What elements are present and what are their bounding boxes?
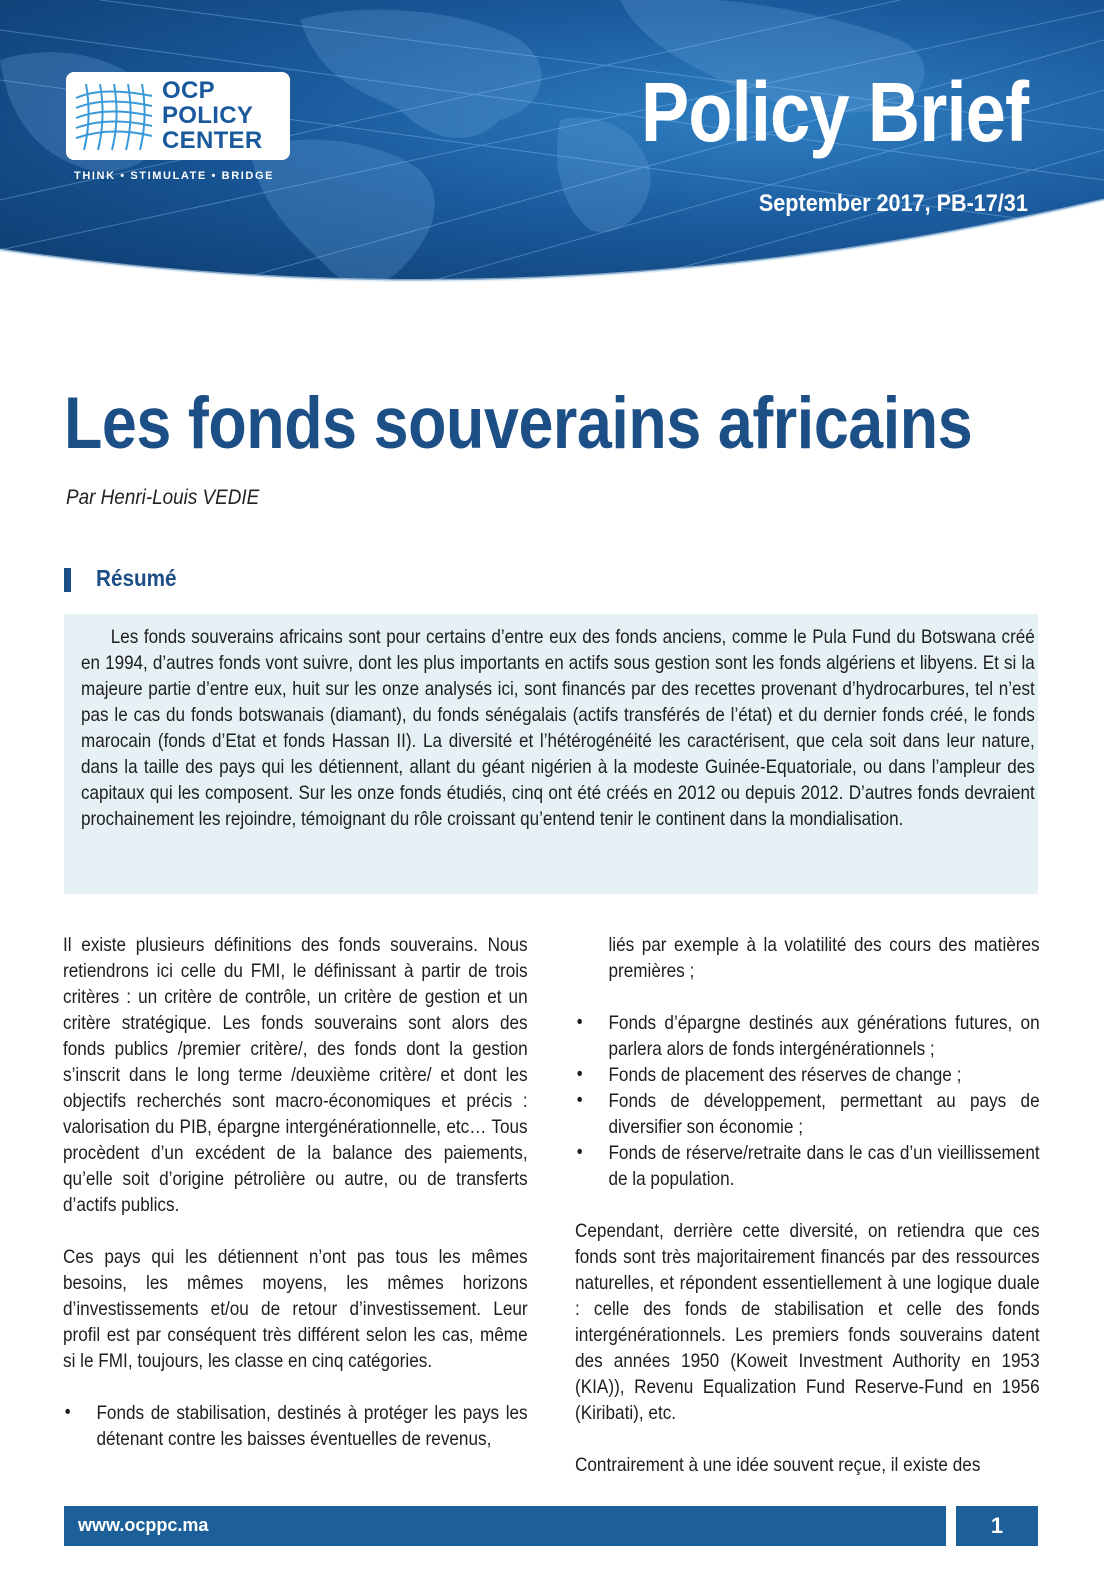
summary-heading: Résumé	[96, 565, 177, 591]
document-title: Les fonds souverains africains	[64, 383, 973, 464]
footer-website-link[interactable]: www.ocppc.ma	[78, 1515, 209, 1535]
bullet-icon: •	[576, 1090, 583, 1111]
left-paragraph-1: Il existe plusieurs définitions des fonds souverains. Nous retiendrons ici celle du FMI, le définissant à partir de trois critères : un critère de contrôle, un critère de gestion et un critère stratégique. Les fonds souverains sont alors des fonds publics /premier critère/, des fonds dont la gestion s’inscrit dans le long terme /deuxième critère/ et dont les objectifs recherchés sont macro-économiques et précis : valorisation du PIB, épargne intergénérationnelle, etc… Tous procèdent d’un excédent de la balance des paiements, qu’elle soit d’origine pétrolière ou autre, ou de transferts d’actifs publics.	[63, 934, 528, 1216]
brief-date-reference: September 2017, PB-17/31	[759, 190, 1028, 217]
list-item-text: Fonds de placement des réserves de change ;	[608, 1064, 962, 1086]
ocp-logo-mark-icon	[72, 78, 158, 154]
list-item-text: Fonds d’épargne destinés aux générations futures, on parlera alors de fonds intergénérationnels ;	[608, 1012, 1040, 1060]
ocp-logo-text	[162, 78, 286, 153]
right-paragraph-1: Cependant, derrière cette diversité, on retiendra que ces fonds sont très majoritairement financés par des ressources naturelles, et répondent essentiellement à une logique duale : celle des fonds de stabilisation et celle des fonds intergénérationnels. Les premiers fonds souverains datent des années 1950 (Koweit Investment Authority en 1953 (KIA)), Revenu Equalization Fund Reserve-Fund en 1956 (Kiribati), etc.	[575, 1220, 1040, 1424]
summary-text: Les fonds souverains africains sont pour certains d’entre eux des fonds anciens, comme le Pula Fund du Botswana créé en 1994, d’autres fonds vont suivre, dont les plus importants en actifs sous gestion sont les fonds algériens et libyens. Et si la majeure partie d’entre eux, huit sur les onze analysés ici, sont financés par des recettes provenant d’hydrocarbures, tel n’est pas le cas du fonds botswanais (diamant), du fonds sénégalais (actifs transférés de l’état) et du dernier fonds créé, le fonds marocain (fonds d’Etat et fonds Hassan II). La diversité et l’hétérogénéité les caractérisent, que cela soit dans leur nature, dans la taille des pays qui les détiennent, allant du géant nigérien à la modeste Guinée-Equatoriale, ou dans l’ampleur des capitaux qui les composent. Sur les onze fonds étudiés, cinq ont été créés en 2012 ou depuis 2012. D’autres fonds devraient prochainement les rejoindre, témoignant du rôle croissant qu’entend tenir le continent dans la mondialisation.	[81, 626, 1035, 830]
bullet-icon: •	[576, 1012, 583, 1033]
logo-tagline: THINK • STIMULATE • BRIDGE	[74, 170, 275, 182]
list-item	[575, 1062, 1040, 1088]
list-item-text: Fonds de développement, permettant au pays de diversifier son économie ;	[608, 1090, 1040, 1138]
list-item	[575, 1010, 1040, 1062]
left-column	[63, 932, 528, 1478]
bullet-icon: •	[576, 1142, 583, 1163]
list-item-continuation: liés par exemple à la volatilité des cours des matières premières ;	[608, 934, 1040, 982]
right-column	[575, 932, 1040, 1504]
logo-line-2: POLICY	[162, 102, 254, 129]
author-byline: Par Henri-Louis VEDIE	[66, 486, 260, 509]
list-item-text: Fonds de stabilisation, destinés à protéger les pays les détenant contre les baisses éventuelles de revenus,	[96, 1402, 528, 1450]
summary-heading-marker	[64, 568, 71, 592]
bullet-icon: •	[576, 1064, 583, 1085]
list-item	[575, 1140, 1040, 1192]
list-item	[63, 1400, 528, 1452]
list-item-text: Fonds de réserve/retraite dans le cas d’un vieillissement de la population.	[608, 1142, 1040, 1190]
left-paragraph-2: Ces pays qui les détiennent n’ont pas tous les mêmes besoins, les mêmes moyens, les mêmes horizons d’investissements et/ou de retour d’investissement. Leur profil est par conséquent très différent selon les cas, même si le FMI, toujours, les classe en cinq catégories.	[63, 1246, 528, 1372]
policy-brief-title: Policy Brief	[640, 65, 1028, 159]
right-paragraph-2: Contrairement à une idée souvent reçue, il existe des	[575, 1454, 981, 1476]
fund-categories-list-continued	[575, 1010, 1040, 1192]
fund-categories-list	[63, 1400, 528, 1452]
bullet-icon: •	[64, 1402, 71, 1423]
page-number: 1	[956, 1506, 1038, 1546]
list-item	[575, 1088, 1040, 1140]
header-banner	[0, 0, 1104, 290]
logo-line-3: CENTER	[162, 127, 263, 154]
logo-line-1: OCP	[162, 77, 215, 104]
ocp-logo	[66, 72, 290, 160]
